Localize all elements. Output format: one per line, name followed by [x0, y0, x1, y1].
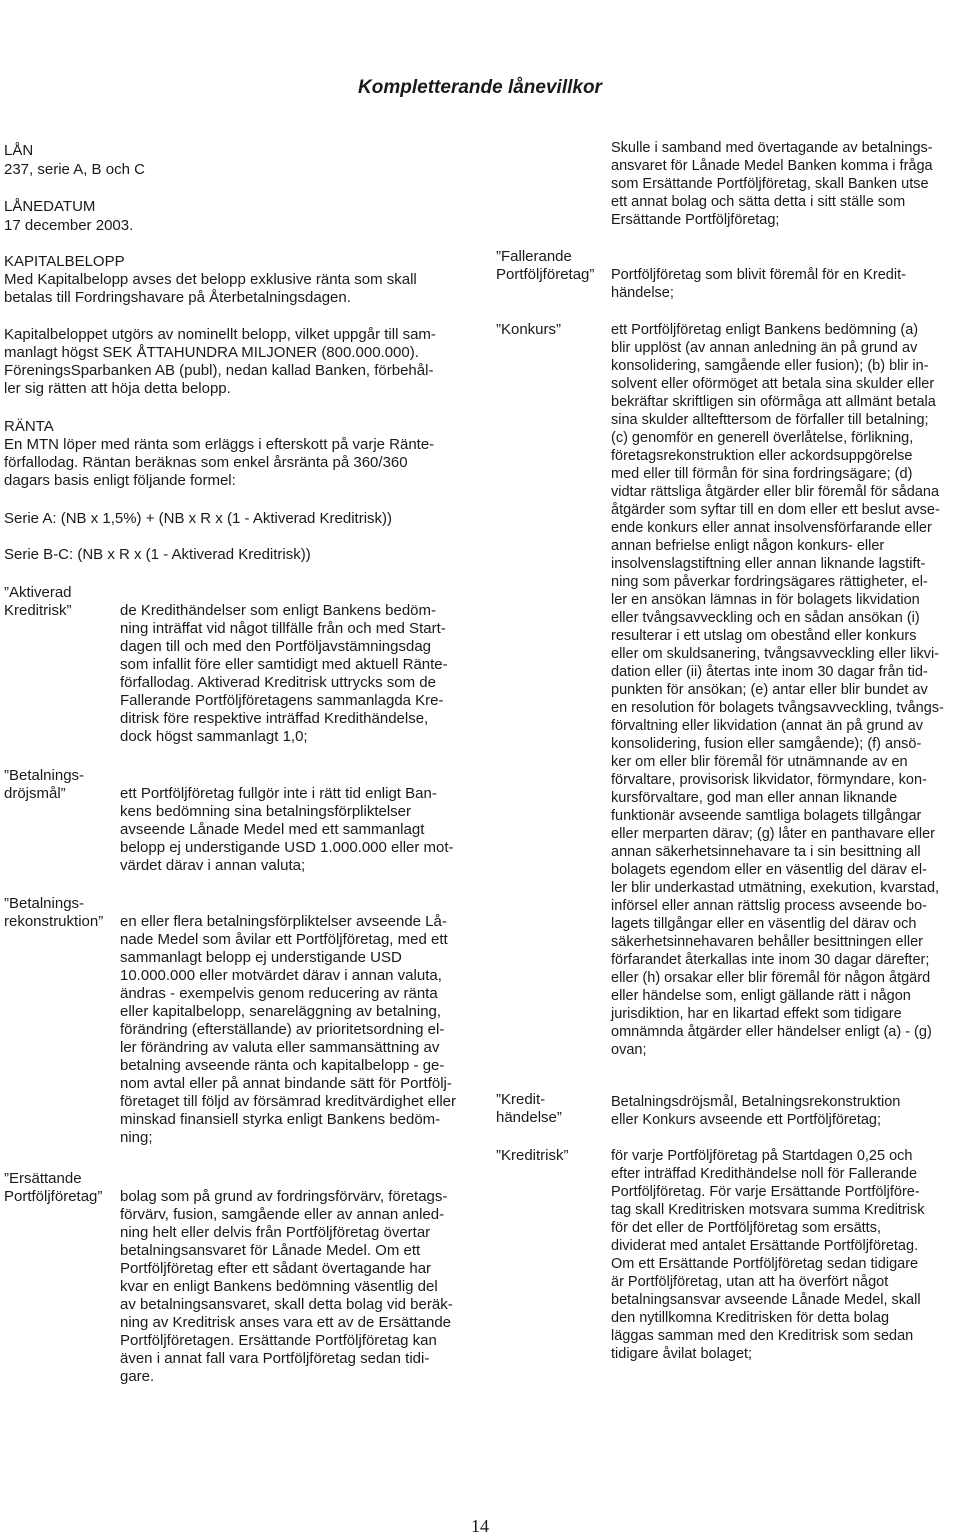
formula-serie-bc: Serie B-C: (NB x R x (1 - Aktiverad Kreditrisk)): [4, 546, 311, 563]
definition-text: ett Portföljföretag fullgör inte i rätt tid enligt Ban- kens bedömning sina betalningsförpliktelser avseende Lånade Medel med ett sammanlagt belopp ej understigande USD 1.000.000 eller mot- värdet därav i annan valuta;: [120, 785, 454, 874]
definition-term: ”Aktiverad Kreditrisk”: [4, 584, 72, 619]
page-title: Kompletterande lånevillkor: [358, 77, 602, 98]
definition-term: ”Kreditrisk”: [496, 1147, 569, 1164]
ersattande-continuation: Skulle i samband med övertagande av betalnings- ansvaret för Lånade Medel Banken komma i fråga som Ersättande Portföljföretag, skall Banken utse ett annat bolag och sätta detta i sitt ställe som Ersättande Portföljföretag;: [611, 140, 933, 228]
definition-text: Portföljföretag som blivit föremål för en Kredit- händelse;: [611, 267, 906, 301]
definition-term: ”Betalnings- dröjsmål”: [4, 767, 85, 802]
definition-term: ”Fallerande Portföljföretag”: [496, 248, 595, 283]
page-number: 14: [471, 1516, 489, 1536]
definition-text: en eller flera betalningsförpliktelser avseende Lå- nade Medel som åvilar ett Portföljföretag, med ett sammanlagt belopp ej understigande USD 10.000.000 eller motvärdet därav i annan valuta, ändras - exempelvis genom reducering av ränta eller kapitalbelopp, senareläggning av betalning, förändring (efterställande) av prioritetsordning el- ler förändring av valuta eller sammansättning av betalning avseende ränta och kapitalbelopp - ge- nom avtal eller på annat bindande sätt för Portfölj- företaget till följd av försämrad kreditvärdighet eller minskad finansiell styrka enligt Bankens bedöm- ning;: [120, 913, 456, 1146]
definition-term: ”Ersättande Portföljföretag”: [4, 1170, 103, 1205]
lan-value: 237, serie A, B och C: [4, 161, 145, 178]
definition-text: för varje Portföljföretag på Startdagen 0,25 och efter inträffad Kredithändelse noll för Fallerande Portföljföretag. För varje Ersättande Portföljföre- tag skall Kreditrisken motsvara summa Kreditrisk för det eller de Portföljföretag som ersätts, dividerat med antalet Ersättande Portföljföretag. Om ett Ersättande Portföljföretag sedan tidigare är Portföljföretag, utan att ha överfört något betalningsansvar avseende Lånade Medel, skall den nytillkomna Kreditrisken för detta bolag läggas samman med den Kreditrisk som sedan tidigare åvilat bolaget;: [611, 1148, 925, 1362]
lanedatum-value: 17 december 2003.: [4, 217, 134, 234]
definition-text: bolag som på grund av fordringsförvärv, företags- förvärv, fusion, samgående eller av annan anled- ning helt eller delvis från Portföljföretag övertar betalningsansvaret för Lånade Medel. Om ett Portföljföretag efter ett sådant övertagande har kvar en enligt Bankens bedömning väsentlig del av betalningsansvaret, skall detta bolag vid beräk- ning av Kreditrisk anses vara ett av de Ersättande Portföljföretagen. Ersättande Portföljföretag kan även i annat fall vara Portföljföretag sedan tidi- gare.: [120, 1188, 453, 1385]
definition-term: ”Betalnings- rekonstruktion”: [4, 895, 104, 930]
definition-text: ett Portföljföretag enligt Bankens bedömning (a) blir upplöst (av annan anledning än på grund av konsolidering, samgående eller fusion); (b) blir in- solvent eller oförmöget att betala sina skulder eller bekräftar skriftligen sin oförmåga att allmänt betala sina skulder alltefttersom de förfaller till betalning; (c) genomför en generell överlåtelse, förlikning, företagsrekonstruktion eller ackordsuppgörelse med eller till förmån för sina fordringsägare; (d) vidtar rättsliga åtgärder eller blir föremål för sådana åtgärder som syftar till en dom eller ett beslut avse- ende konkurs eller annat insolvensförfarande eller annan befrielse enligt någon konkurs- eller insolvenslagstiftning eller annan liknande lagstift- ning som påverkar fordringsägares rättigheter, el- ler en ansökan lämnas in för bolagets likvidation eller tvångsavveckling och en sådan ansökan (i) resulterar i ett utslag om obestånd eller konkurs eller om skuldsanering, tvångsavveckling eller likvi- dation eller (ii) återtas inte inom 30 dagar från tid- punkten för ansökan; (e) antar eller blir bundet av en resolution för bolagets tvångsavveckling, tvångs- förvaltning eller likvidation (annat än på grund av konsolidering, fusion eller samgående); (f) ansö- ker om eller blir föremål för utnämnande av en förvaltare, provisorisk likvidator, förmyndare, kon- kursförvaltare, god man eller annan liknande funktionär avseende samtliga bolagets tillgångar eller merparten därav; (g) låter en panthavare eller annan säkerhetsinnehavare ta i sin besittning all bolagets egendom eller en väsentlig del därav el- ler blir underkastad utmätning, exekution, kvarstad, införsel eller annan rättslig process avseende bo- lagets tillgångar eller en väsentlig del därav och säkerhetsinnehavaren behåller besittningen eller förfarandet återkallas inte inom 30 dagar därefter; eller (h) orsakar eller blir föremål för någon åtgärd eller händelse som, enligt gällande rätt i någon jurisdiktion, har en likartad effekt som tidigare omnämnda åtgärder eller händelser enligt (a) - (g) ovan;: [611, 322, 944, 1058]
lan-heading: LÅN: [4, 142, 34, 159]
definition-text: de Kredithändelser som enligt Bankens bedöm- ning inträffat vid något tillfälle från och med Start- dagen till och med den Portföljavstämningsdag som infallit före eller samtidigt med aktuell Ränte- förfallodag. Aktiverad Kreditrisk uttrycks som de Fallerande Portföljföretagens sammanlagda Kre- ditrisk före respektive inträffad Kredithändelse, dock högst sammanlagt 1,0;: [120, 602, 448, 745]
lanedatum-heading: LÅNEDATUM: [4, 198, 96, 215]
kapitalbelopp-paragraph-1: Med Kapitalbelopp avses det belopp exklusive ränta som skall betalas till Fordringshavare på Återbetalningsdagen.: [4, 271, 417, 306]
kapitalbelopp-heading: KAPITALBELOPP: [4, 253, 125, 270]
definition-text: Betalningsdröjsmål, Betalningsrekonstruktion eller Konkurs avseende ett Portföljföretag;: [611, 1094, 901, 1128]
kapitalbelopp-paragraph-2: Kapitalbeloppet utgörs av nominellt belopp, vilket uppgår till sam- manlagt högst SEK ÅTTAHUNDRA MILJONER (800.000.000). FöreningsSparbanken AB (publ), nedan kallad Banken, förbehål- ler sig rätten att höja detta belopp.: [4, 326, 436, 397]
formula-serie-a: Serie A: (NB x 1,5%) + (NB x R x (1 - Aktiverad Kreditrisk)): [4, 510, 393, 527]
ranta-heading: RÄNTA: [4, 418, 54, 435]
definition-term: ”Kredit- händelse”: [496, 1091, 562, 1126]
definition-term: ”Konkurs”: [496, 321, 562, 338]
ranta-paragraph: En MTN löper med ränta som erläggs i efterskott på varje Ränte- förfallodag. Räntan beräknas som enkel årsränta på 360/360 dagars basis enligt följande formel:: [4, 436, 435, 489]
